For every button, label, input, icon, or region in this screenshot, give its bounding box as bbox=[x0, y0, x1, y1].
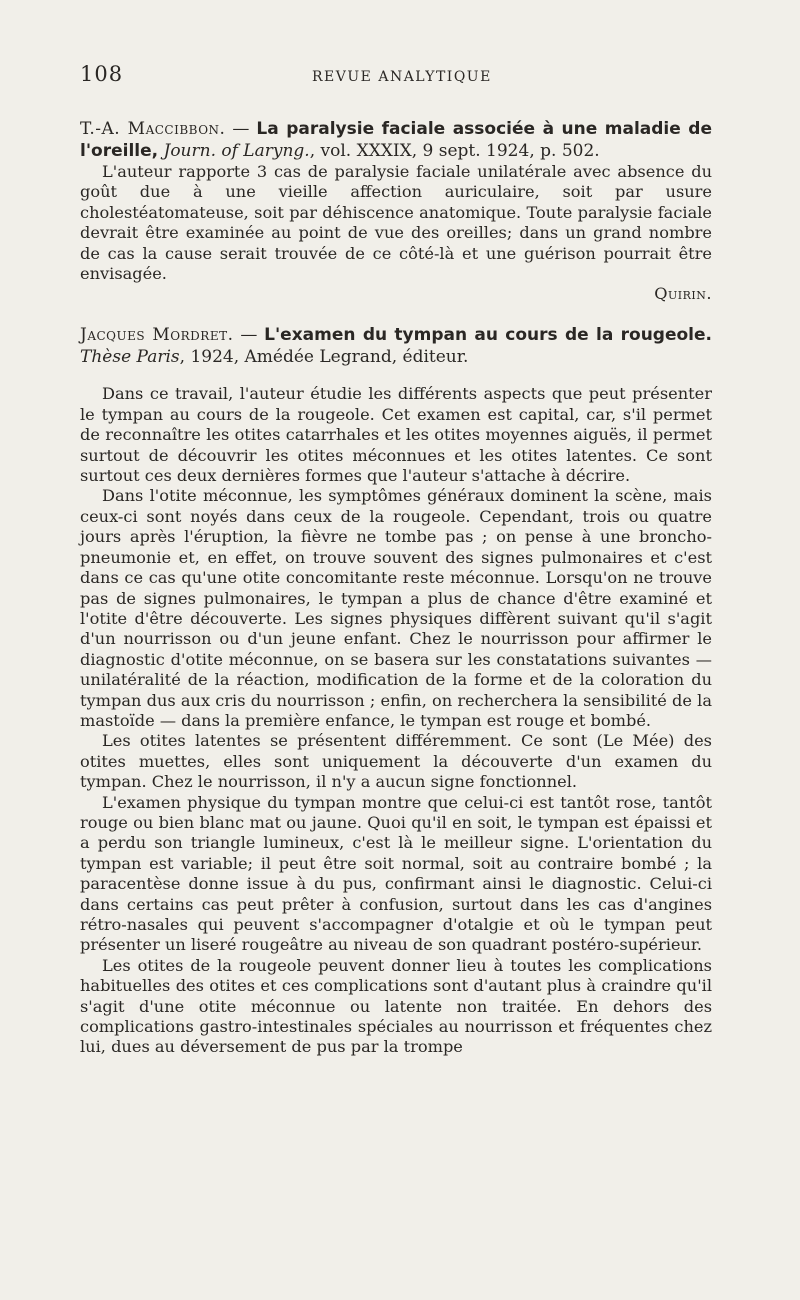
body-paragraph: Les otites latentes se présentent différemment. Ce sont (Le Mée) des otites muettes, elles sont uniquement la découverte d'un examen du tympan. Chez le nourrisson, il n'y a aucun signe fonctionnel. bbox=[80, 731, 712, 792]
signature-line bbox=[80, 284, 712, 304]
body-paragraph: Dans l'otite méconnue, les symptômes généraux dominent la scène, mais ceux-ci sont noyés dans ceux de la rougeole. Cependant, trois ou quatre jours après l'éruption, la fièvre ne tombe pas ; on pense à une broncho-pneumonie et, en effet, on trouve souvent des signes pulmonaires et c'est dans ce cas qu'une otite concomitante reste méconnue. Lorsqu'on ne trouve pas de signes pulmonaires, le tympan a plus de chance d'être examiné et l'otite d'être découverte. Les signes physiques diffèrent suivant qu'il s'agit d'un nourrisson ou d'un jeune enfant. Chez le nourrisson pour affirmer le diagnostic d'otite méconnue, on se basera sur les constatations suivantes — unilatéralité de la réaction, modification de la forme et de la coloration du tympan dus aux cris du nourrisson ; enfin, on recherchera la sensibilité de la mastoïde — dans la première enfance, le tympan est rouge et bombé. bbox=[80, 486, 712, 730]
separator: — bbox=[225, 119, 257, 139]
body-paragraph: L'examen physique du tympan montre que celui-ci est tantôt rose, tantôt rouge ou bien blanc mat ou jaune. Quoi qu'il en soit, le tympan est épaissi et a perdu son triangle lumineux, c'est là le meilleur signe. L'orientation du tympan est variable; il peut être soit normal, soit au contraire bombé ; la paracentèse donne issue à du pus, confirmant ainsi le diagnostic. Celui-ci dans certains cas peut prêter à confusion, surtout dans les cas d'angines rétro-nasales qui peuvent s'accompagner d'otalgie et où le tympan peut présenter un liseré rougeâtre au niveau de son quadrant postéro-supérieur. bbox=[80, 792, 712, 955]
separator: — bbox=[233, 325, 265, 346]
abstract-paragraph bbox=[80, 162, 712, 284]
reference: , vol. XXXIX, 9 sept. 1924, p. 502. bbox=[309, 141, 600, 161]
body-paragraph: Les otites de la rougeole peuvent donner lieu à toutes les complications habituelles des otites et ces complications sont d'autant plus à craindre qu'il s'agit d'une otite méconnue ou latente non traitée. En dehors des complications gastro-intestinales spéciales au nourrisson et fréquentes chez lui, dues au déversement de pus par la trompe bbox=[80, 955, 712, 1057]
reference: , 1924, Amédée Legrand, éditeur. bbox=[179, 347, 469, 368]
author: Jacques Mordret. bbox=[80, 325, 234, 346]
reviewer-signature: Quirin. bbox=[654, 284, 712, 304]
bibliographic-entry bbox=[80, 118, 712, 162]
author: T.-A. Maccibbon. bbox=[80, 119, 226, 139]
page-header bbox=[80, 62, 712, 92]
page-number: 108 bbox=[80, 62, 124, 86]
abstract-text: L'auteur rapporte 3 cas de paralysie faciale unilatérale avec absence du goût due à une vieille affection auriculaire, soit par usure cholestéatomateuse, soit par déhiscence anatomique. Toute paralysie faciale devrait être examinée au point de vue des oreilles; dans un grand nombre de cas la cause serait trouvée de ce côté-là et une guérison pourrait être envisagée. bbox=[80, 162, 712, 284]
bibliographic-entry bbox=[80, 324, 712, 368]
running-title: REVUE ANALYTIQUE bbox=[312, 69, 492, 85]
article-title: La paralysie faciale associée à une maladie de l'oreille, bbox=[80, 119, 712, 161]
article-title: L'examen du tympan au cours de la rougeole. bbox=[264, 325, 712, 346]
article-mordret bbox=[80, 324, 712, 1057]
article-maccibbon bbox=[80, 118, 712, 304]
body-paragraph: Dans ce travail, l'auteur étudie les différents aspects que peut présenter le tympan au cours de la rougeole. Cet examen est capital, car, s'il permet de reconnaître les otites catarrhales et les otites moyennes aiguës, il permet surtout de découvrir les otites méconnues et les otites latentes. Ce sont surtout ces deux dernières formes que l'auteur s'attache à décrire. bbox=[80, 384, 712, 486]
journal-name: Thèse Paris bbox=[80, 347, 180, 368]
journal-name: Journ. of Laryng. bbox=[163, 141, 310, 161]
